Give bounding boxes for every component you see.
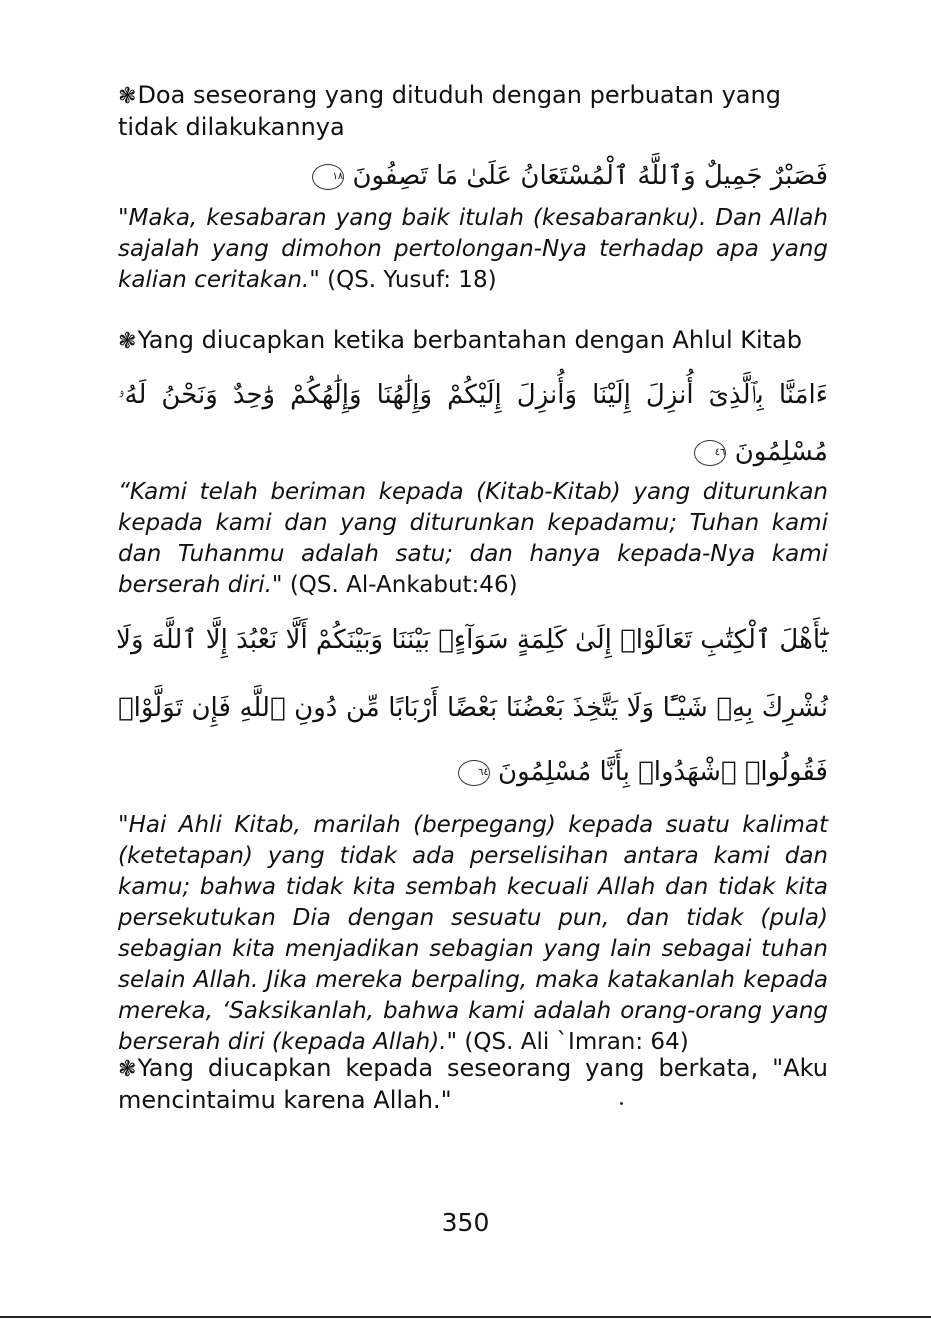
heading-text: Yang diucapkan ketika berbantahan dengan Ahlul Kitab bbox=[137, 326, 802, 354]
ayah-number-icon: ٤٦ bbox=[694, 440, 726, 466]
heading-text: Doa seseorang yang dituduh dengan perbuatan yang tidak dilakukannya bbox=[118, 81, 781, 141]
section-heading-4 bbox=[118, 1053, 828, 1116]
arabic-line: مُسْلِمُونَ bbox=[734, 437, 828, 467]
translation-text: “Kami telah beriman kepada (Kitab-Kitab) yang diturunkan kepada kami dan yang diturunkan kepadamu; Tuhan kami dan Tuhanmu adalah satu; dan hanya kepada-Nya kami berserah diri." bbox=[118, 479, 828, 598]
translation-3 bbox=[118, 810, 828, 1058]
arabic-verse-2-line-2 bbox=[118, 432, 828, 472]
heading-text: Yang diucapkan kepada seseorang yang berkata, "Aku mencintaimu karena Allah." bbox=[118, 1054, 828, 1114]
ayah-number-icon: ١٨ bbox=[312, 164, 344, 190]
verse-reference: (QS. Al-Ankabut:46) bbox=[282, 572, 518, 598]
arabic-verse-1 bbox=[118, 156, 828, 196]
verse-reference: (QS. Yusuf: 18) bbox=[319, 267, 497, 293]
arabic-verse-2-line-1 bbox=[118, 375, 828, 415]
arabic-line: ءَامَنَّا بِٱلَّذِىٓ أُنزِلَ إِلَيْنَا وَأُنزِلَ إِلَيْكُمْ وَإِلَٰهُنَا وَإِلَٰهُكُمْ وَٰحِدٌ وَنَحْنُ لَهُۥ bbox=[118, 380, 828, 410]
flower-ornament-icon: ❃ bbox=[118, 1057, 137, 1082]
section-heading-1 bbox=[118, 80, 828, 143]
arabic-line: فَقُولُوا۟ ٱشْهَدُوا۟ بِأَنَّا مُسْلِمُونَ bbox=[498, 757, 828, 787]
translation-text: "Hai Ahli Kitab, marilah (berpegang) kepada suatu kalimat (ketetapan) yang tidak ada perselisihan antara kami dan kamu; bahwa tidak kita sembah kecuali Allah dan tidak kita persekutukan Dia dengan sesuatu pun, dan tidak (pula) sebagian kita menjadikan sebagian yang lain sebagai tuhan selain Allah. Jika mereka berpaling, maka katakanlah kepada mereka, ‘Saksikanlah, bahwa kami adalah orang-orang yang berserah diri (kepada Allah)." bbox=[118, 812, 828, 1055]
translation-2 bbox=[118, 477, 828, 601]
arabic-line: فَصَبْرٌ جَمِيلٌ وَٱللَّهُ ٱلْمُسْتَعَانُ عَلَىٰ مَا تَصِفُونَ bbox=[352, 161, 828, 191]
translation-text: "Maka, kesabaran yang baik itulah (kesabaranku). Dan Allah sajalah yang dimohon pertolongan-Nya terhadap apa yang kalian ceritakan." bbox=[118, 205, 828, 293]
section-heading-2 bbox=[118, 325, 828, 357]
flower-ornament-icon: ❃ bbox=[118, 329, 137, 354]
ayah-number-icon: ٦٤ bbox=[458, 760, 490, 786]
arabic-line: نُشْرِكَ بِهِۦ شَيْـًٔا وَلَا يَتَّخِذَ بَعْضُنَا بَعْضًا أَرْبَابًا مِّن دُونِ ٱللَّهِ فَإِن تَوَلَّوْا۟ bbox=[118, 693, 828, 723]
arabic-verse-3-line-1 bbox=[118, 620, 828, 660]
translation-1 bbox=[118, 203, 828, 296]
verse-reference: (QS. Ali `Imran: 64) bbox=[457, 1029, 689, 1055]
arabic-line: يَٰٓأَهْلَ ٱلْكِتَٰبِ تَعَالَوْا۟ إِلَىٰ كَلِمَةٍ سَوَآءٍۭ بَيْنَنَا وَبَيْنَكُمْ أَلَّا نَعْبُدَ إِلَّا ٱللَّهَ وَلَا bbox=[116, 625, 828, 655]
stray-dot bbox=[620, 1102, 623, 1105]
bottom-rule bbox=[0, 1316, 931, 1318]
flower-ornament-icon: ❃ bbox=[118, 84, 137, 109]
arabic-verse-3-line-2 bbox=[118, 688, 828, 728]
arabic-verse-3-line-3 bbox=[118, 752, 828, 792]
page-number: 350 bbox=[441, 1208, 490, 1237]
